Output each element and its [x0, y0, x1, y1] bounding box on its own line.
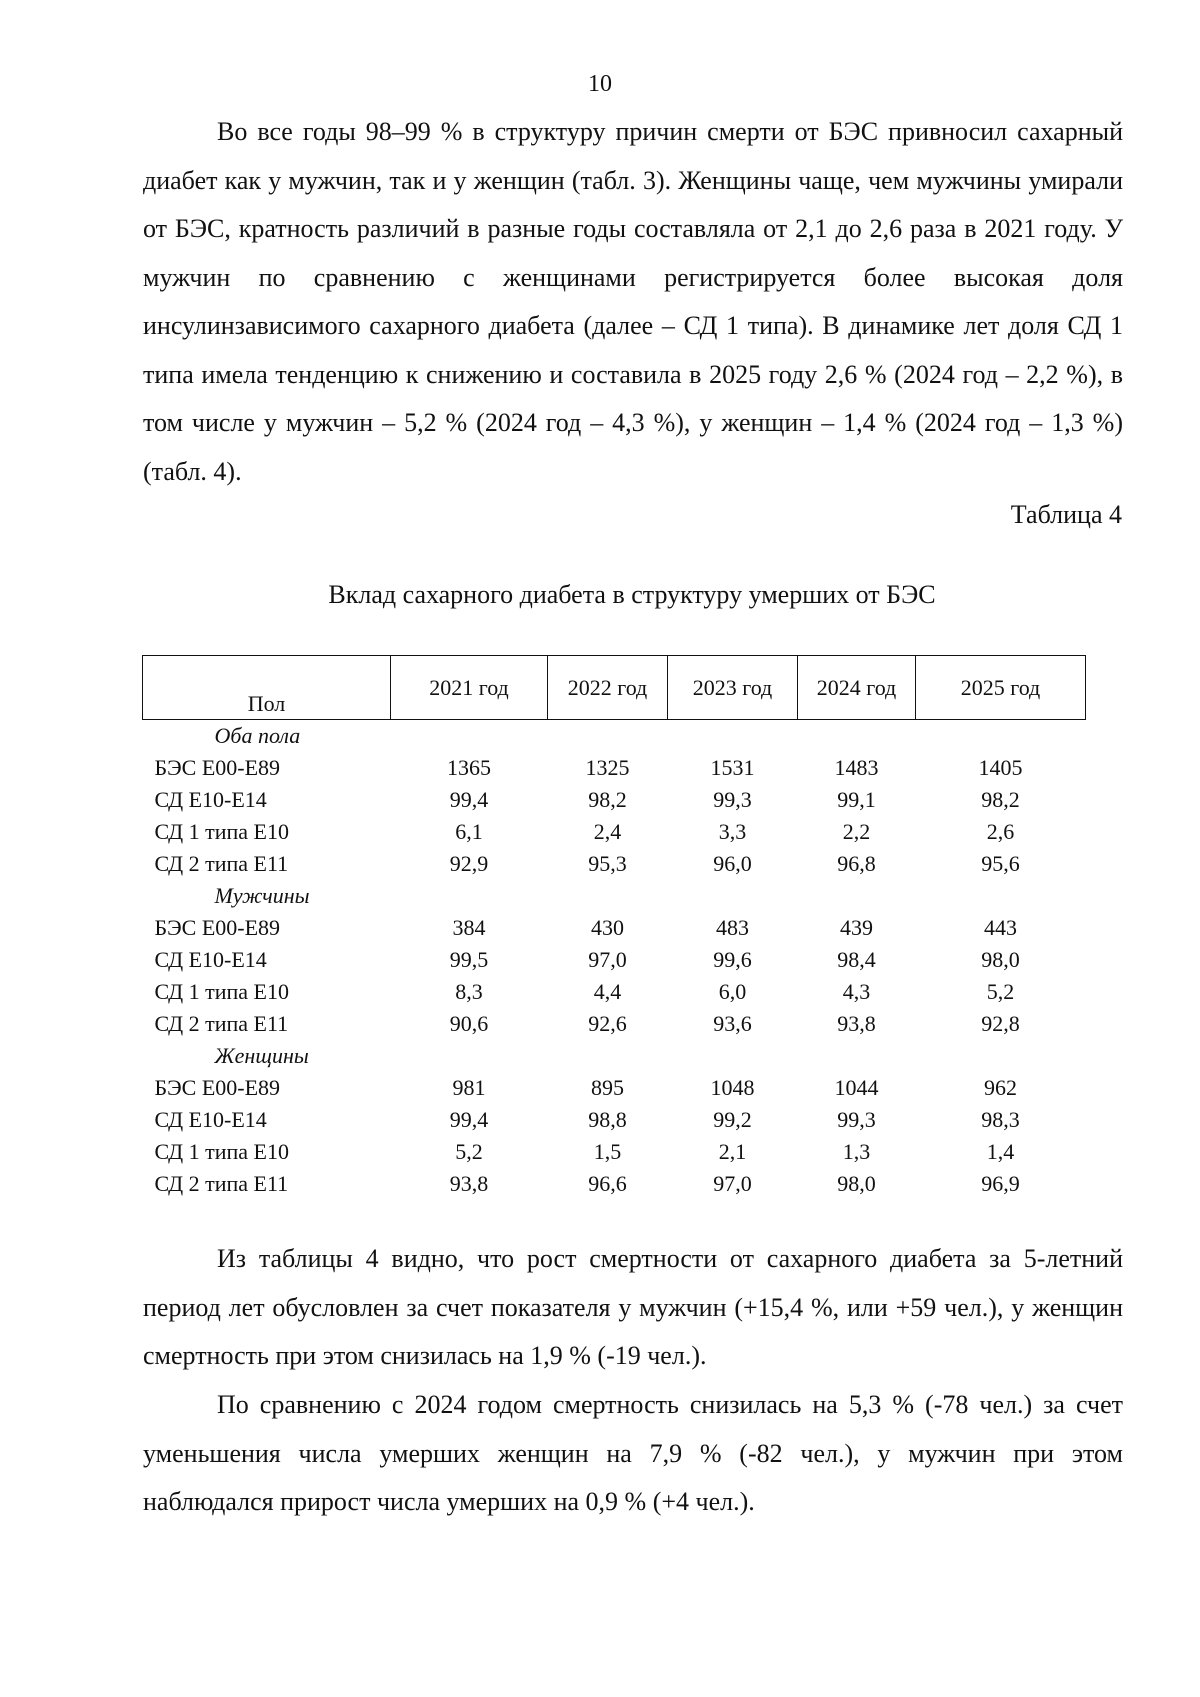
table-cell: 1,3: [842, 1139, 871, 1164]
table-cell: 483: [716, 915, 749, 940]
table-cell: 98,4: [837, 947, 876, 972]
table-cell: 2,4: [593, 819, 622, 844]
table-cell: 92,6: [588, 1011, 627, 1036]
empty-cell: [548, 1040, 668, 1072]
table-cell: 96,6: [588, 1171, 627, 1196]
group-label: Мужчины: [214, 883, 310, 908]
table-cell: 97,0: [588, 947, 627, 972]
empty-cell: [798, 880, 916, 912]
table-cell: 99,2: [713, 1107, 752, 1132]
table-cell: 90,6: [449, 1011, 489, 1036]
table-cell: 98,2: [588, 787, 627, 812]
header-sex: Пол: [143, 656, 391, 720]
table-cell: 98,2: [981, 787, 1020, 812]
table-cell: 1531: [710, 755, 755, 780]
table-cell: 430: [591, 915, 624, 940]
table-row: [143, 752, 1086, 784]
table-row: [143, 784, 1086, 816]
table-cell: 2,1: [718, 1139, 747, 1164]
empty-cell: [916, 1040, 1086, 1072]
group-row: [143, 1040, 1086, 1072]
empty-cell: [798, 720, 916, 753]
table-cell: 99,3: [713, 787, 752, 812]
table-cell: 6,1: [455, 819, 483, 844]
table-cell: 1365: [447, 755, 491, 780]
table-cell: 1405: [978, 755, 1023, 780]
table-cell: 99,6: [713, 947, 752, 972]
table-cell: 443: [984, 915, 1017, 940]
table-cell: 1,4: [986, 1139, 1015, 1164]
table-cell: 384: [452, 915, 486, 940]
table-row: [143, 816, 1086, 848]
table-cell: 962: [984, 1075, 1017, 1100]
table-title: Вклад сахарного диабета в структуру умерших от БЭС: [328, 580, 936, 609]
table-row: [143, 976, 1086, 1008]
table-cell: 5,2: [986, 979, 1015, 1004]
empty-cell: [391, 720, 548, 753]
header-year-2025: 2025 год: [916, 656, 1086, 720]
table-cell: 99,3: [837, 1107, 876, 1132]
table-cell: 99,5: [449, 947, 489, 972]
empty-cell: [548, 720, 668, 753]
paragraph-comparison: По сравнению с 2024 годом смертность снизилась на 5,3 % (-78 чел.) за счет уменьшения числа умерших женщин на 7,9 % (-82 чел.), у мужчин при этом наблюдался прирост числа умерших на 0,9 % (+4 чел.).: [143, 1390, 1123, 1516]
empty-cell: [916, 880, 1086, 912]
table-header-row: [143, 656, 1086, 720]
empty-cell: [798, 1040, 916, 1072]
table-cell: 92,8: [981, 1011, 1020, 1036]
empty-cell: [668, 1040, 798, 1072]
table-cell: 95,3: [588, 851, 627, 876]
table-cell: 98,0: [837, 1171, 876, 1196]
table-cell: 99,1: [837, 787, 876, 812]
table-row: [143, 848, 1086, 880]
row-label: СД 2 типа Е11: [154, 1011, 289, 1036]
table-cell: 97,0: [713, 1171, 752, 1196]
table-cell: 981: [452, 1075, 486, 1100]
table-cell: 93,8: [837, 1011, 876, 1036]
empty-cell: [668, 720, 798, 753]
group-row: [143, 880, 1086, 912]
table-cell: 96,9: [981, 1171, 1020, 1196]
row-label: СД 2 типа Е11: [154, 851, 289, 876]
group-row: [143, 720, 1086, 753]
diabetes-table: [142, 655, 1086, 1200]
table-cell: 6,0: [718, 979, 747, 1004]
header-year-2022: 2022 год: [548, 656, 668, 720]
table-cell: 96,8: [837, 851, 876, 876]
group-label: Женщины: [214, 1043, 309, 1068]
table-cell: 4,4: [593, 979, 622, 1004]
table-row: [143, 1008, 1086, 1040]
row-label: СД Е10-Е14: [154, 787, 267, 812]
table-body: [143, 720, 1086, 1201]
table-cell: 96,0: [713, 851, 752, 876]
table-cell: 99,4: [449, 787, 489, 812]
empty-cell: [391, 1040, 548, 1072]
row-label: БЭС Е00-Е89: [154, 915, 281, 940]
table-row: [143, 1168, 1086, 1200]
empty-cell: [668, 880, 798, 912]
table-row: [143, 1104, 1086, 1136]
table-row: [143, 944, 1086, 976]
empty-cell: [916, 720, 1086, 753]
table-row: [143, 912, 1086, 944]
table-cell: 5,2: [455, 1139, 483, 1164]
row-label: СД 2 типа Е11: [154, 1171, 289, 1196]
row-label: СД 1 типа Е10: [154, 979, 289, 1004]
table-cell: 98,0: [981, 947, 1020, 972]
paragraph-intro: Во все годы 98–99 % в структуру причин смерти от БЭС привносил сахарный диабет как у мужчин, так и у женщин (табл. 3). Женщины чаще, чем мужчины умирали от БЭС, кратность различий в разные годы составляла от 2,1 до 2,6 раза в 2021 году. У мужчин по сравнению с женщинами регистрируется более высокая доля инсулинзависимого сахарного диабета (далее – СД 1 типа). В динамике лет доля СД 1 типа имела тенденцию к снижению и составила в 2025 году 2,6 % (2024 год – 2,2 %), в том числе у мужчин – 5,2 % (2024 год – 4,3 %), у женщин – 1,4 % (2024 год – 1,3 %) (табл. 4).: [143, 117, 1123, 486]
header-year-2024: 2024 год: [798, 656, 916, 720]
group-label: Оба пола: [214, 723, 301, 748]
table-cell: 98,8: [588, 1107, 627, 1132]
table-cell: 92,9: [449, 851, 489, 876]
table-cell: 1,5: [593, 1139, 622, 1164]
row-label: БЭС Е00-Е89: [154, 1075, 281, 1100]
row-label: БЭС Е00-Е89: [154, 755, 281, 780]
row-label: СД 1 типа Е10: [154, 819, 289, 844]
table-cell: 1325: [585, 755, 630, 780]
table-row: [143, 1072, 1086, 1104]
header-year-2023: 2023 год: [668, 656, 798, 720]
table-cell: 4,3: [842, 979, 871, 1004]
empty-cell: [391, 880, 548, 912]
table-label: Таблица 4: [1010, 500, 1122, 529]
table-cell: 3,3: [718, 819, 747, 844]
table-row: [143, 1136, 1086, 1168]
table-cell: 439: [840, 915, 873, 940]
table-cell: 98,3: [981, 1107, 1020, 1132]
table-cell: 1044: [834, 1075, 879, 1100]
row-label: СД Е10-Е14: [154, 947, 267, 972]
table-cell: 95,6: [981, 851, 1020, 876]
page-number: 10: [588, 71, 612, 97]
table-cell: 8,3: [455, 979, 483, 1004]
row-label: СД 1 типа Е10: [154, 1139, 289, 1164]
empty-cell: [548, 880, 668, 912]
table-cell: 2,2: [842, 819, 871, 844]
header-year-2021: 2021 год: [391, 656, 548, 720]
table-cell: 895: [591, 1075, 624, 1100]
table-cell: 99,4: [449, 1107, 489, 1132]
table-cell: 93,8: [449, 1171, 489, 1196]
table-cell: 1048: [710, 1075, 755, 1100]
table-cell: 2,6: [986, 819, 1015, 844]
table-cell: 93,6: [713, 1011, 752, 1036]
paragraph-analysis: Из таблицы 4 видно, что рост смертности от сахарного диабета за 5-летний период лет обусловлен за счет показателя у мужчин (+15,4 %, или +59 чел.), у женщин смертность при этом снизилась на 1,9 % (-19 чел.).: [143, 1244, 1123, 1370]
row-label: СД Е10-Е14: [154, 1107, 267, 1132]
table-cell: 1483: [834, 755, 879, 780]
